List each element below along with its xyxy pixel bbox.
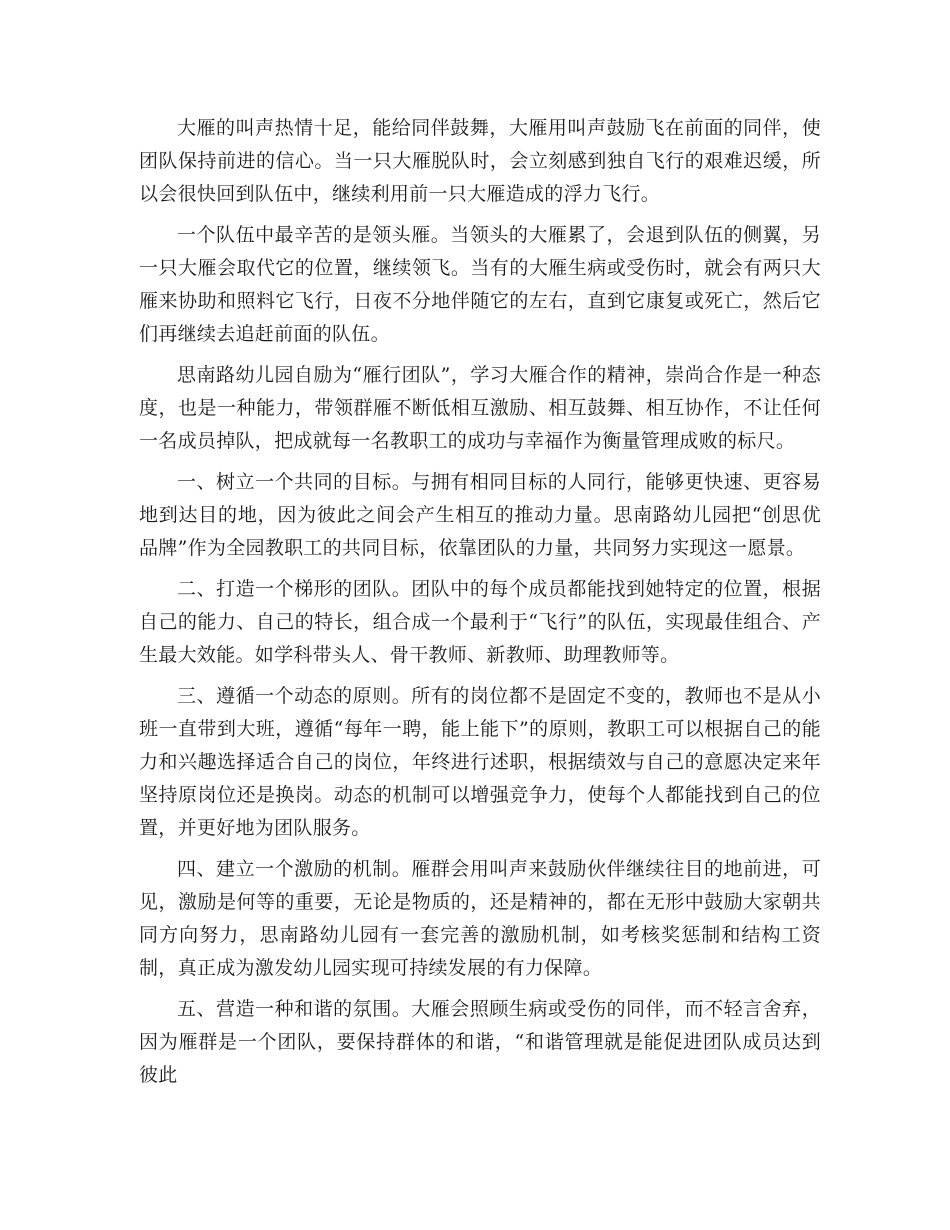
paragraph-5: 二、打造一个梯形的团队。团队中的每个成员都能找到她特定的位置，根据自己的能力、自己的特长，组合成一个最利于“飞行”的队伍，实现最佳组合、产生最大效能。如学科带头人、骨干教师、新教师、助理教师等。: [139, 578, 821, 666]
paragraph-3: 思南路幼儿园自励为“雁行团队”，学习大雁合作的精神，崇尚合作是一种态度，也是一种能力，带领群雁不断低相互激励、相互鼓舞、相互协作，不让任何一名成员掉队，把成就每一名教职工的成功与幸福作为衡量管理成败的标尺。: [139, 364, 821, 452]
paragraph-6: 三、遵循一个动态的原则。所有的岗位都不是固定不变的，教师也不是从小班一直带到大班，遵循“每年一聘，能上能下”的原则，教职工可以根据自己的能力和兴趣选择适合自己的岗位，年终进行述职，根据绩效与自己的意愿决定来年坚持原岗位还是换岗。动态的机制可以增强竞争力，使每个人都能找到自己的位置，并更好地为团队服务。: [139, 685, 821, 839]
paragraph-4: 一、树立一个共同的目标。与拥有相同目标的人同行，能够更快速、更容易地到达目的地，因为彼此之间会产生相互的推动力量。思南路幼儿园把“创思优品牌”作为全园教职工的共同目标，依靠团队的力量，共同努力实现这一愿景。: [139, 471, 821, 559]
document-body: [139, 112, 821, 1100]
paragraph-8: 五、营造一种和谐的氛围。大雁会照顾生病或受伤的同伴，而不轻言舍弃，因为雁群是一个团队，要保持群体的和谐，“和谐管理就是能促进团队成员达到彼此: [139, 998, 821, 1086]
paragraph-7: 四、建立一个激励的机制。雁群会用叫声来鼓励伙伴继续往目的地前进，可见，激励是何等的重要，无论是物质的，还是精神的，都在无形中鼓励大家朝共同方向努力，思南路幼儿园有一套完善的激励机制，如考核奖惩制和结构工资制，真正成为激发幼儿园实现可持续发展的有力保障。: [139, 858, 821, 979]
paragraph-1: 大雁的叫声热情十足，能给同伴鼓舞，大雁用叫声鼓励飞在前面的同伴，使团队保持前进的信心。当一只大雁脱队时，会立刻感到独自飞行的艰难迟缓，所以会很快回到队伍中，继续利用前一只大雁造成的浮力飞行。: [139, 117, 821, 205]
paragraph-2: 一个队伍中最辛苦的是领头雁。当领头的大雁累了，会退到队伍的侧翼，另一只大雁会取代它的位置，继续领飞。当有的大雁生病或受伤时，就会有两只大雁来协助和照料它飞行，日夜不分地伴随它的左右，直到它康复或死亡，然后它们再继续去追赶前面的队伍。: [139, 224, 821, 345]
